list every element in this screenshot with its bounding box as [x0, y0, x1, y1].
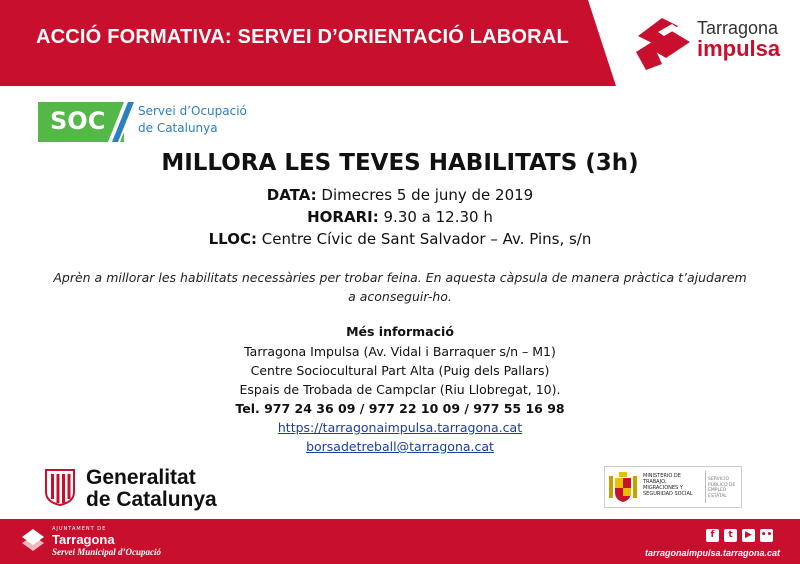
footer-tarragona: Tarragona — [52, 532, 115, 547]
footer-url[interactable]: tarragonaimpulsa.tarragona.cat — [644, 548, 780, 558]
twitter-icon[interactable]: t — [724, 529, 737, 542]
info-line-1: Tarragona Impulsa (Av. Vidal i Barraquer s/n – M1) — [244, 344, 556, 359]
spain-coat-of-arms-icon — [609, 470, 637, 504]
event-description: Aprèn a millorar les habilitats necessàries per trobar feina. En aquesta càpsula de manera pràctica t’ajudarem a aconseguir-ho. — [53, 270, 747, 304]
soc-acronym: SOC — [50, 107, 106, 135]
tarragona-impulsa-logo-icon — [632, 12, 696, 72]
generalitat-line1: Generalitat — [86, 466, 196, 489]
ministry-text: MINISTERIO DE TRABAJO, MIGRACIONES Y SEGURIDAD SOCIAL — [643, 473, 693, 497]
ajuntament-logo-icon — [20, 527, 46, 553]
info-email-row — [0, 439, 800, 454]
soc-slash-icon — [108, 102, 136, 142]
ministry-agency: SERVICIO PÚBLICO DE EMPLEO ESTATAL — [708, 477, 736, 499]
event-title: MILLORA LES TEVES HABILITATS (3h) — [161, 150, 639, 176]
header-title: ACCIÓ FORMATIVA: SERVEI D’ORIENTACIÓ LABORAL — [36, 26, 569, 48]
place-label: LLOC: — [208, 230, 257, 248]
web-link[interactable]: https://tarragonaimpulsa.tarragona.cat — [277, 420, 523, 435]
date-value: Dimecres 5 de juny de 2019 — [321, 186, 534, 204]
event-place — [0, 230, 800, 248]
soc-name-line2: de Catalunya — [138, 121, 218, 135]
facebook-icon[interactable]: f — [706, 529, 719, 542]
flickr-icon[interactable]: •• — [760, 530, 773, 540]
place-value: Centre Cívic de Sant Salvador – Av. Pins, s/n — [261, 230, 592, 248]
soc-name-line1: Servei d’Ocupació — [138, 104, 247, 118]
email-link[interactable]: borsadetreball@tarragona.cat — [306, 439, 494, 454]
generalitat-line2: de Catalunya — [86, 488, 217, 511]
event-time — [0, 208, 800, 226]
generalitat-logo-icon — [44, 468, 76, 506]
logo-word-tarragona: Tarragona — [697, 18, 779, 38]
footer-subtitle: Servei Municipal d’Ocupació — [52, 547, 161, 557]
footer-banner — [0, 519, 800, 564]
time-value: 9.30 a 12.30 h — [383, 208, 493, 226]
info-phones: Tel. 977 24 36 09 / 977 22 10 09 / 977 55 16 98 — [235, 401, 565, 416]
time-label: HORARI: — [307, 208, 379, 226]
logo-word-impulsa: impulsa — [697, 36, 781, 61]
info-line-2: Centre Sociocultural Part Alta (Puig dels Pallars) — [250, 363, 550, 378]
youtube-icon[interactable]: ▶ — [742, 529, 755, 542]
info-web-row — [0, 420, 800, 435]
ministry-divider — [705, 471, 706, 503]
event-date — [0, 186, 800, 204]
ministry-logo — [604, 466, 742, 508]
date-label: DATA: — [266, 186, 317, 204]
info-heading: Més informació — [346, 324, 454, 339]
footer-ajuntament: AJUNTAMENT DE — [52, 526, 107, 532]
info-line-3: Espais de Trobada de Campclar (Riu Llobregat, 10). — [239, 382, 561, 397]
soc-logo — [38, 102, 278, 142]
